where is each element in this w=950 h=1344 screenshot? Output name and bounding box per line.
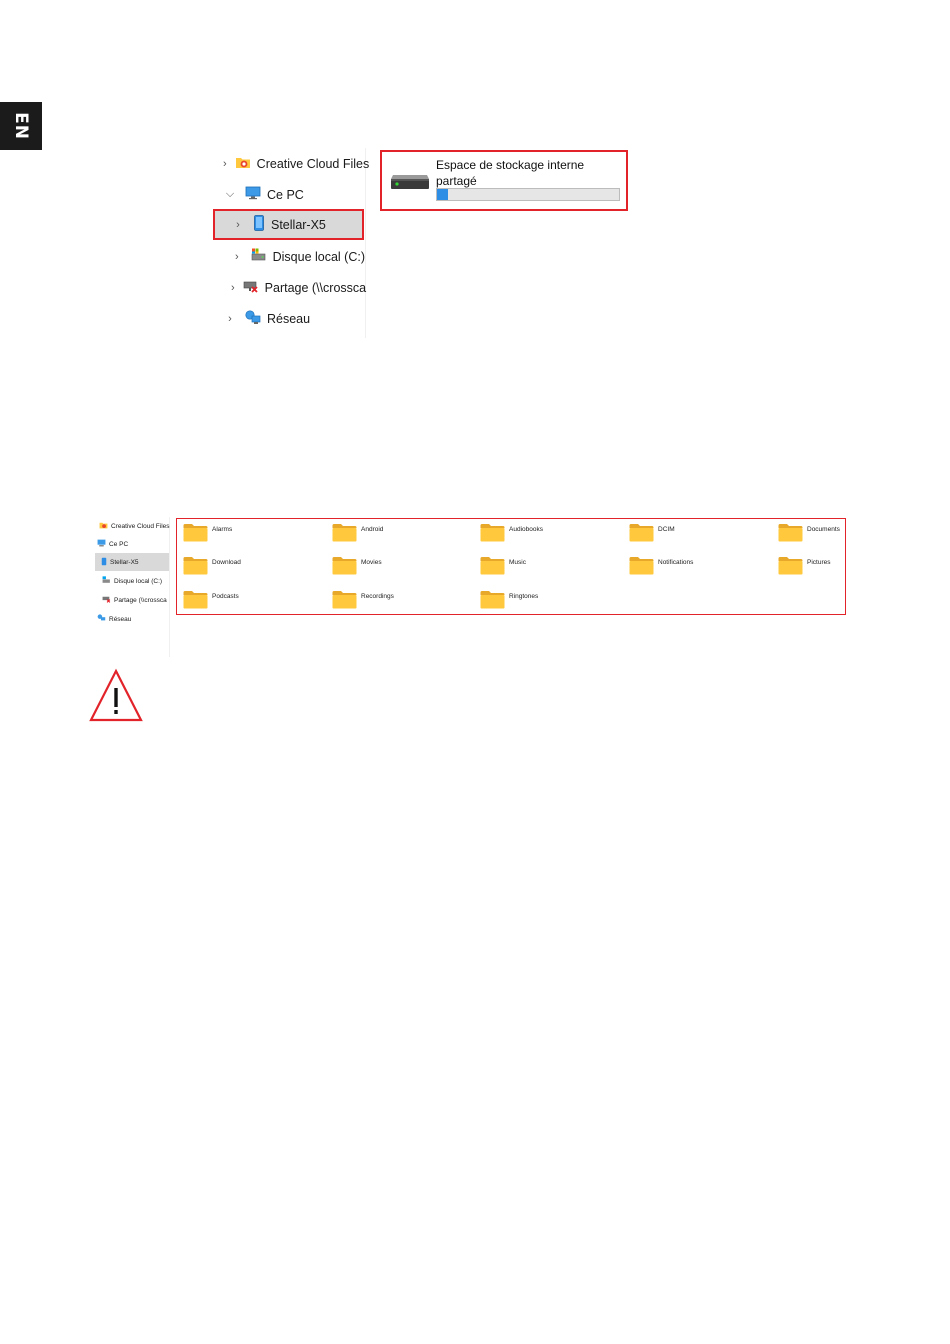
folder-android[interactable] [332, 523, 383, 542]
network-drive-icon [102, 595, 111, 605]
nav-item-label: Stellar-X5 [110, 558, 139, 566]
nav-item-label: Ce PC [267, 187, 304, 202]
folder-label: Movies [361, 559, 382, 566]
chevron-right-icon[interactable]: › [234, 250, 239, 263]
folder-label: Pictures [807, 559, 831, 566]
local-disk-icon [102, 576, 111, 586]
folder-label: Alarms [212, 526, 233, 533]
folder-icon [629, 523, 654, 542]
folder-notifications[interactable] [629, 556, 693, 575]
network-icon [97, 614, 106, 624]
folder-icon [183, 590, 208, 609]
chevron-right-icon[interactable]: › [228, 312, 232, 325]
folder-dcim[interactable] [629, 523, 675, 542]
folder-alarms[interactable] [183, 523, 232, 542]
chevron-right-icon[interactable]: › [231, 281, 235, 294]
network-drive-icon [243, 279, 259, 296]
nav-item-label: Réseau [109, 615, 132, 623]
navigation-pane [213, 148, 370, 338]
navigation-pane-small [95, 517, 170, 657]
folder-music[interactable] [480, 556, 526, 575]
nav-item-creative-cloud[interactable] [223, 148, 370, 179]
phone-icon [253, 215, 265, 234]
internal-storage-tile[interactable] [380, 150, 628, 211]
chevron-down-icon[interactable]: ⌵ [225, 188, 235, 200]
folder-icon [183, 556, 208, 575]
folder-movies[interactable] [332, 556, 382, 575]
folder-icon [480, 590, 505, 609]
folder-icon [778, 556, 803, 575]
nav-item-stellar-x5[interactable] [95, 553, 169, 571]
nav-item-label: Ce PC [109, 540, 129, 548]
nav-item-label: Partage (\\crossca [264, 280, 367, 295]
folder-recordings[interactable] [332, 590, 394, 609]
folder-pictures[interactable] [778, 556, 830, 575]
nav-item-this-pc[interactable] [95, 535, 167, 553]
nav-item-label: Réseau [267, 311, 311, 326]
folder-icon [778, 523, 803, 542]
nav-item-local-disk[interactable] [100, 572, 169, 590]
nav-item-network[interactable] [223, 303, 365, 334]
nav-item-local-disk[interactable] [231, 241, 365, 272]
folder-icon [332, 590, 357, 609]
warning-triangle-icon [89, 668, 143, 729]
folder-label: Podcasts [212, 593, 239, 600]
chevron-right-icon[interactable]: › [223, 157, 227, 170]
storage-title: Espace de stockage interne partagé [436, 158, 585, 188]
nav-item-network-share[interactable] [100, 591, 169, 609]
folder-label: Notifications [658, 559, 694, 566]
folder-icon [332, 523, 357, 542]
nav-item-network[interactable] [95, 610, 167, 628]
folder-podcasts[interactable] [183, 590, 239, 609]
nav-item-network-share[interactable] [231, 272, 365, 303]
nav-item-label: Partage (\\crossca [114, 596, 167, 604]
computer-icon [245, 186, 261, 203]
folder-audiobooks[interactable] [480, 523, 543, 542]
folder-ringtones[interactable] [480, 590, 538, 609]
hard-drive-icon [390, 169, 430, 196]
network-icon [245, 310, 261, 328]
creative-cloud-icon [235, 155, 251, 172]
folder-icon [332, 556, 357, 575]
folder-icon [480, 523, 505, 542]
folder-label: Documents [807, 526, 840, 533]
nav-item-this-pc[interactable] [223, 179, 365, 210]
nav-item-creative-cloud[interactable] [97, 517, 169, 535]
folder-icon [183, 523, 208, 542]
nav-item-label: Disque local (C:) [114, 577, 163, 585]
folder-download[interactable] [183, 556, 241, 575]
local-disk-icon [251, 248, 267, 265]
folder-grid [176, 518, 846, 615]
language-tab-label: EN [11, 112, 31, 140]
storage-usage-bar [436, 188, 620, 201]
folder-label: DCIM [658, 526, 675, 533]
folder-label: Ringtones [509, 593, 539, 600]
language-tab [0, 102, 42, 150]
nav-item-label: Stellar-X5 [271, 217, 326, 232]
phone-icon [101, 557, 107, 568]
chevron-right-icon[interactable]: › [236, 218, 240, 231]
nav-item-label: Creative Cloud Files [256, 156, 370, 171]
nav-item-stellar-x5[interactable] [213, 209, 364, 240]
folder-icon [629, 556, 654, 575]
folder-label: Audiobooks [509, 526, 543, 533]
folder-icon [480, 556, 505, 575]
folder-documents[interactable] [778, 523, 840, 542]
storage-usage-fill [437, 189, 448, 200]
folder-label: Music [509, 559, 526, 566]
creative-cloud-icon [99, 521, 108, 531]
nav-item-label: Creative Cloud Files [111, 522, 170, 530]
nav-item-label: Disque local (C:) [272, 249, 365, 264]
computer-icon [97, 539, 106, 549]
folder-label: Download [212, 559, 241, 566]
folder-label: Android [361, 526, 384, 533]
folder-label: Recordings [361, 593, 394, 600]
